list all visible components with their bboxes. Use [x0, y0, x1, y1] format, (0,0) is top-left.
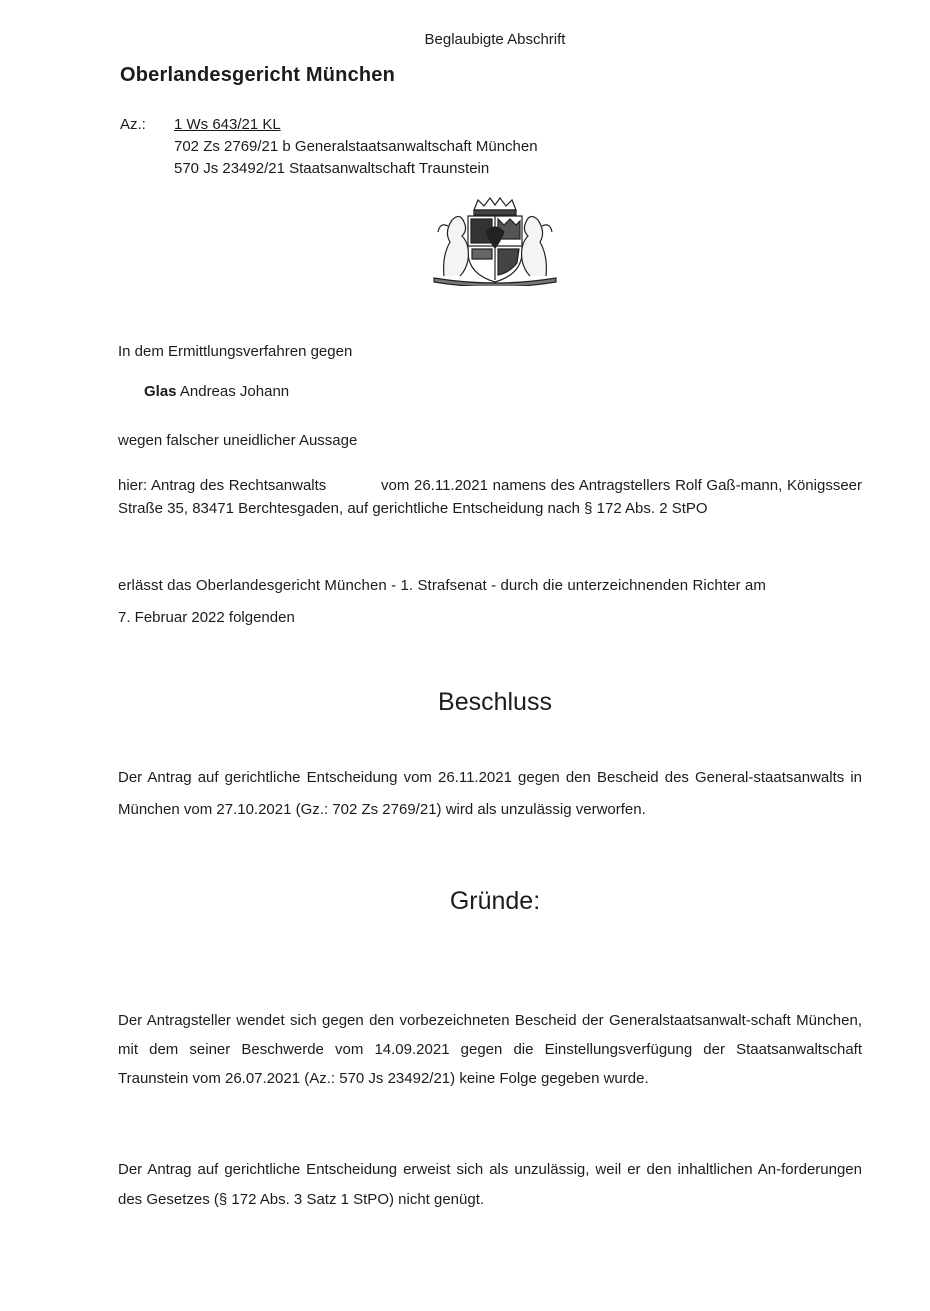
file-number-prosecutor-general: 702 Zs 2769/21 b Generalstaatsanwaltschaft München: [174, 138, 538, 155]
decree-line-1: erlässt das Oberlandesgericht München - 1. Strafsenat - durch die unterzeichnenden Richter am: [118, 577, 766, 594]
certified-copy-note: Beglaubigte Abschrift: [424, 31, 566, 48]
decree-line-2: 7. Februar 2022 folgenden: [118, 609, 295, 626]
defendant-name: [144, 383, 289, 400]
charge-text: wegen falscher uneidlicher Aussage: [118, 432, 358, 449]
reasons-paragraph-1: Der Antragsteller wendet sich gegen den vorbezeichneten Bescheid der Generalstaatsanwalt-schaft München, mit dem seiner Beschwerde vom 14.09.2021 gegen die Einstellungsverfügung der Staatsanwaltschaft Traunstein vom 26.07.2021 (Az.: 570 Js 23492/21) keine Folge gegeben wurde.: [118, 1012, 862, 1087]
subject-text-part2: vom 26.11.2021 namens des Antragstellers Rolf Gaß-mann, Königsseer Straße 35, 83471 Berchtesgaden, auf gerichtliche Entscheidung nach § 172 Abs. 2 StPO: [118, 477, 862, 517]
bavarian-coat-of-arms-icon: [424, 196, 566, 286]
intro-text: In dem Ermittlungsverfahren gegen: [118, 343, 353, 360]
decision-heading: Beschluss: [438, 688, 552, 716]
defendant-surname: Glas: [144, 383, 177, 400]
defendant-given-names: Andreas Johann: [179, 383, 290, 400]
decision-paragraph: Der Antrag auf gerichtliche Entscheidung vom 26.11.2021 gegen den Bescheid des General-staatsanwalts in München vom 27.10.2021 (Gz.: 702 Zs 2769/21) wird als unzulässig verworfen.: [118, 769, 862, 818]
subject-text-part1: hier: Antrag des Rechtsanwalts: [118, 477, 327, 494]
file-number-court: 1 Ws 643/21 KL: [174, 116, 281, 133]
reasons-paragraph-2: Der Antrag auf gerichtliche Entscheidung erweist sich als unzulässig, weil er den inhaltlichen An-forderungen des Gesetzes (§ 172 Abs. 3 Satz 1 StPO) nicht genügt.: [118, 1161, 862, 1208]
file-number-label: Az.:: [120, 116, 146, 133]
file-number-prosecutor: 570 Js 23492/21 Staatsanwaltschaft Traunstein: [174, 160, 490, 177]
court-name: Oberlandesgericht München: [120, 64, 396, 86]
reasons-heading: Gründe:: [449, 887, 541, 915]
subject-paragraph: [118, 474, 862, 520]
